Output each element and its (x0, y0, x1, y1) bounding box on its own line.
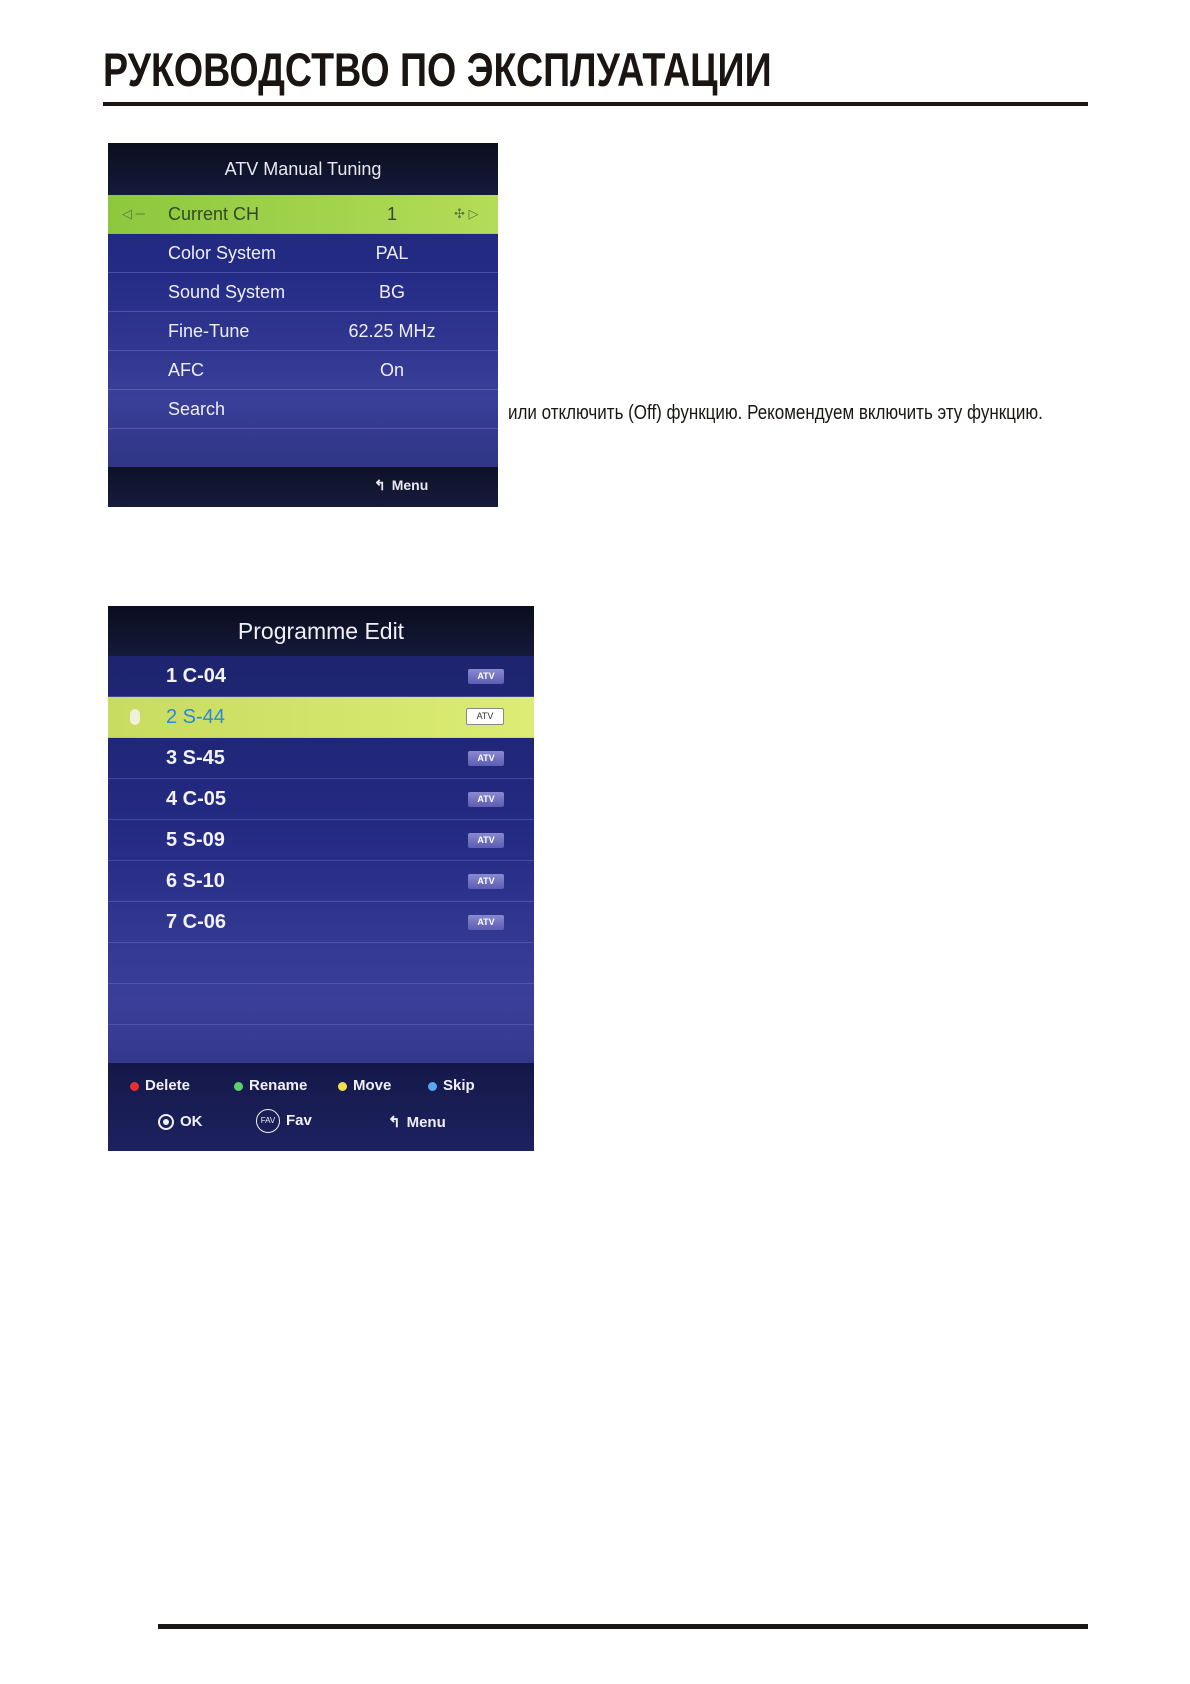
atv-row-empty (108, 429, 498, 468)
programme-name: 1 C-04 (166, 665, 227, 687)
move-marker-icon (130, 709, 140, 725)
atv-row-search[interactable] (108, 390, 498, 429)
page-title: РУКОВОДСТВО ПО ЭКСПЛУАТАЦИИ (103, 43, 772, 96)
menu-hint[interactable] (374, 477, 428, 494)
atv-row-fine-tune[interactable] (108, 312, 498, 351)
ok-hint[interactable] (158, 1113, 203, 1130)
menu-label: Menu (406, 1114, 446, 1131)
programme-name: 3 S-45 (166, 747, 225, 769)
green-dot-icon (234, 1082, 243, 1091)
programme-row[interactable] (108, 902, 534, 943)
programme-name: 6 S-10 (166, 870, 225, 892)
atv-badge: ATV (466, 708, 504, 725)
programme-row[interactable] (108, 779, 534, 820)
atv-footer (108, 467, 498, 507)
atv-row-label: AFC (168, 360, 204, 380)
atv-row-current-ch[interactable] (108, 195, 498, 234)
atv-manual-tuning-panel (108, 143, 498, 507)
red-dot-icon (130, 1082, 139, 1091)
atv-row-afc[interactable] (108, 351, 498, 390)
programme-name: 7 C-06 (166, 911, 227, 933)
programme-name: 5 S-09 (166, 829, 225, 851)
ok-label: OK (180, 1113, 203, 1130)
fav-icon: FAV (256, 1109, 280, 1133)
return-icon: ↰ (374, 477, 386, 493)
programme-row-empty (108, 984, 534, 1025)
atv-badge: ATV (468, 669, 504, 684)
atv-row-sound-system[interactable] (108, 273, 498, 312)
programme-row[interactable] (108, 861, 534, 902)
move-hint[interactable] (338, 1077, 391, 1094)
atv-row-label: Current CH (168, 204, 260, 224)
ok-icon (158, 1114, 174, 1130)
atv-row-label: Sound System (168, 282, 286, 302)
programme-row-empty (108, 943, 534, 984)
atv-badge: ATV (468, 751, 504, 766)
atv-row-value: On (379, 360, 404, 380)
programme-edit-title: Programme Edit (108, 606, 534, 656)
programme-row[interactable] (108, 820, 534, 861)
atv-row-value: BG (378, 282, 405, 302)
programme-name: 2 S-44 (166, 706, 225, 728)
rename-label: Rename (249, 1077, 308, 1094)
atv-badge: ATV (468, 874, 504, 889)
menu-hint[interactable] (388, 1113, 446, 1131)
atv-row-value: 1 (386, 204, 397, 224)
atv-title: ATV Manual Tuning (108, 143, 498, 195)
return-icon: ↰ (388, 1114, 401, 1131)
atv-row-label: Fine-Tune (168, 321, 250, 341)
programme-row[interactable] (108, 656, 534, 697)
programme-row-empty (108, 1025, 534, 1066)
header-rule (103, 102, 1088, 106)
skip-hint[interactable] (428, 1077, 475, 1094)
atv-row-label: Color System (168, 243, 277, 263)
programme-row[interactable] (108, 738, 534, 779)
fav-hint[interactable] (256, 1109, 312, 1133)
atv-row-value: PAL (375, 243, 409, 263)
delete-hint[interactable] (130, 1077, 190, 1094)
atv-row-value: 62.25 MHz (348, 321, 436, 341)
move-label: Move (353, 1077, 392, 1094)
atv-badge: ATV (468, 915, 504, 930)
blue-dot-icon (428, 1082, 437, 1091)
footer-rule (158, 1624, 1088, 1629)
menu-hint-label: Menu (391, 477, 429, 493)
programme-name: 4 C-05 (166, 788, 227, 810)
atv-row-label: Search (168, 399, 226, 419)
skip-label: Skip (443, 1077, 475, 1094)
rename-hint[interactable] (234, 1077, 307, 1094)
programme-edit-panel (108, 606, 534, 1151)
delete-label: Delete (145, 1077, 191, 1094)
atv-row-color-system[interactable] (108, 234, 498, 273)
body-text: или отключить (Off) функцию. Рекомендуем включить эту функцию. (508, 402, 1043, 424)
right-arrow-icon[interactable]: ✣ ▷ (454, 206, 479, 221)
fav-label: Fav (286, 1111, 312, 1129)
atv-badge: ATV (468, 792, 504, 807)
programme-edit-footer (108, 1063, 534, 1151)
programme-row-selected[interactable] (108, 697, 534, 738)
left-arrow-icon[interactable]: ◁ ─ (122, 206, 145, 221)
yellow-dot-icon (338, 1082, 347, 1091)
atv-badge: ATV (468, 833, 504, 848)
